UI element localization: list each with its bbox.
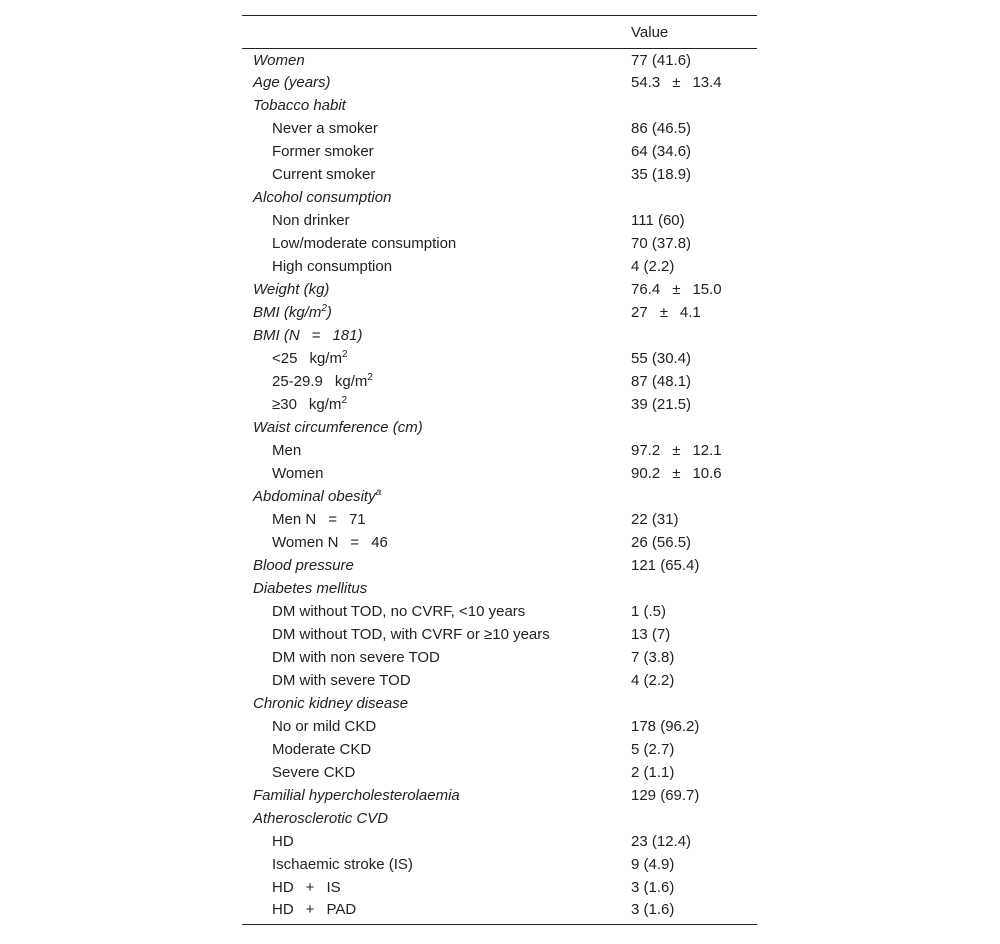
- table-row: [242, 900, 757, 925]
- value-sd: 15.0: [692, 281, 722, 298]
- label-text: 71: [348, 511, 366, 528]
- row-value: 9 (4.9): [631, 856, 675, 873]
- value-pm: ±: [672, 442, 681, 459]
- row-label: [242, 509, 631, 532]
- row-label: Non drinker: [272, 212, 350, 229]
- table-row: [242, 693, 757, 716]
- table-row: [242, 463, 757, 486]
- row-label: Women: [253, 52, 305, 70]
- row-label: HD: [272, 833, 294, 850]
- row-value: [631, 486, 757, 509]
- row-label: [242, 302, 631, 325]
- label-text: HD: [272, 879, 294, 896]
- row-label: Ischaemic stroke (IS): [272, 856, 413, 873]
- table-row: [242, 72, 757, 95]
- row-label: Moderate CKD: [272, 741, 372, 758]
- table-row: [242, 210, 757, 233]
- row-value: 87 (48.1): [631, 373, 692, 390]
- row-label: [242, 348, 631, 371]
- table-row: [242, 670, 757, 693]
- label-text: BMI (N: [253, 327, 300, 344]
- row-value: [631, 325, 757, 348]
- row-label: Diabetes mellitus: [253, 580, 368, 597]
- row-value: 39 (21.5): [631, 396, 692, 413]
- row-value: 178 (96.2): [631, 718, 700, 735]
- row-value: [631, 693, 757, 716]
- table-row: [242, 187, 757, 210]
- row-label: [242, 532, 631, 555]
- label-text: kg/m: [308, 396, 342, 413]
- label-text: IS: [326, 879, 341, 896]
- label-text: Men N: [272, 511, 317, 528]
- row-value: [631, 578, 757, 601]
- row-label: Women: [272, 465, 324, 482]
- table-row: [242, 854, 757, 877]
- table-row: [242, 348, 757, 371]
- row-value: 3 (1.6): [631, 879, 675, 896]
- table-row: [242, 762, 757, 785]
- characteristics-table: [242, 15, 757, 925]
- label-text: 25-29.9: [272, 373, 323, 390]
- label-superscript: 2: [341, 395, 347, 406]
- row-value: [631, 808, 757, 831]
- row-value: [631, 279, 757, 302]
- value-mean: 27: [631, 304, 648, 321]
- row-value: 55 (30.4): [631, 350, 692, 367]
- table-row: [242, 831, 757, 854]
- row-value: 64 (34.6): [631, 143, 692, 160]
- row-label: Waist circumference (cm): [253, 419, 423, 436]
- row-value: [631, 72, 757, 95]
- label-superscript: 2: [367, 372, 373, 383]
- table-row: [242, 509, 757, 532]
- row-value: 2 (1.1): [631, 764, 675, 781]
- row-value: 26 (56.5): [631, 534, 692, 551]
- value-sd: 4.1: [679, 304, 701, 321]
- row-label: High consumption: [272, 258, 393, 275]
- label-text: HD: [272, 900, 294, 918]
- row-label: Age (years): [253, 74, 331, 91]
- row-value: [631, 302, 757, 325]
- table-row: [242, 49, 757, 72]
- row-label: [242, 877, 631, 900]
- table-row: [242, 601, 757, 624]
- row-value: 35 (18.9): [631, 166, 692, 183]
- label-text: +: [305, 879, 315, 896]
- table-container: [242, 15, 757, 925]
- row-value: 70 (37.8): [631, 235, 692, 252]
- label-text: ≥30: [272, 396, 297, 413]
- table-row: [242, 302, 757, 325]
- value-pm: ±: [672, 281, 681, 298]
- label-text: +: [305, 900, 315, 918]
- value-sd: 10.6: [692, 465, 722, 482]
- row-label: Blood pressure: [253, 557, 354, 574]
- row-value: 121 (65.4): [631, 557, 700, 574]
- row-label: Men: [272, 442, 302, 459]
- row-value: [631, 440, 757, 463]
- value-mean: 90.2: [631, 465, 661, 482]
- row-label: Low/moderate consumption: [272, 235, 457, 252]
- value-pm: ±: [659, 304, 668, 321]
- table-row: [242, 486, 757, 509]
- table-row: [242, 233, 757, 256]
- header-label-cell: [242, 16, 631, 49]
- label-text: kg/m: [334, 373, 368, 390]
- row-label: [242, 394, 631, 417]
- label-text: =: [311, 327, 321, 344]
- row-value: 4 (2.2): [631, 672, 675, 689]
- table-row: [242, 739, 757, 762]
- row-label: Never a smoker: [272, 120, 378, 137]
- row-label: [242, 486, 631, 509]
- row-value: [631, 187, 757, 210]
- row-value: 23 (12.4): [631, 833, 692, 850]
- row-label: Former smoker: [272, 143, 374, 160]
- table-row: [242, 256, 757, 279]
- row-label: Current smoker: [272, 166, 376, 183]
- table-row: [242, 532, 757, 555]
- row-value: 13 (7): [631, 626, 671, 643]
- label-superscript: 2: [321, 303, 327, 314]
- table-row: [242, 808, 757, 831]
- value-sd: 13.4: [692, 74, 722, 91]
- row-value: 22 (31): [631, 511, 679, 528]
- row-label: Weight (kg): [253, 281, 330, 298]
- value-pm: ±: [672, 465, 681, 482]
- row-label: [242, 371, 631, 394]
- table-row: [242, 417, 757, 440]
- table-row: [242, 118, 757, 141]
- table-body: [242, 49, 757, 925]
- row-label: DM with non severe TOD: [272, 649, 440, 666]
- table-row: [242, 371, 757, 394]
- table-row: [242, 647, 757, 670]
- row-label: Chronic kidney disease: [253, 695, 409, 712]
- label-text: Abdominal obesity: [253, 488, 376, 505]
- table-row: [242, 555, 757, 578]
- row-label: Severe CKD: [272, 764, 356, 781]
- row-value: 111 (60): [631, 212, 685, 229]
- row-value: 129 (69.7): [631, 787, 700, 804]
- row-label: Familial hypercholesterolaemia: [253, 787, 460, 804]
- row-label: Tobacco habit: [253, 97, 346, 114]
- header-value-cell: Value: [631, 23, 669, 41]
- label-text: ): [326, 304, 332, 321]
- label-text: 181): [332, 327, 363, 344]
- value-mean: 76.4: [631, 281, 661, 298]
- row-value: 4 (2.2): [631, 258, 675, 275]
- table-row: [242, 164, 757, 187]
- label-text: BMI (kg/m: [253, 304, 322, 321]
- row-label: DM without TOD, no CVRF, <10 years: [272, 603, 526, 620]
- row-label: [242, 325, 631, 348]
- table-row: [242, 141, 757, 164]
- table-row: [242, 877, 757, 900]
- label-text: PAD: [326, 900, 357, 918]
- row-value: 5 (2.7): [631, 741, 675, 758]
- row-value: [631, 463, 757, 486]
- value-sd: 12.1: [692, 442, 722, 459]
- row-label: DM with severe TOD: [272, 672, 411, 689]
- table-row: [242, 440, 757, 463]
- row-value: [631, 95, 757, 118]
- table-row: [242, 279, 757, 302]
- value-mean: 97.2: [631, 442, 661, 459]
- row-value: [631, 417, 757, 440]
- row-label: DM without TOD, with CVRF or ≥10 years: [272, 626, 550, 643]
- table-row: [242, 325, 757, 348]
- label-text: =: [328, 511, 337, 528]
- row-value: 86 (46.5): [631, 120, 692, 137]
- row-label: Atherosclerotic CVD: [253, 810, 389, 827]
- label-text: =: [350, 534, 360, 551]
- label-text: <25: [272, 350, 298, 367]
- row-value: 3 (1.6): [631, 900, 675, 918]
- label-text: 46: [371, 534, 388, 551]
- label-superscript: 2: [341, 349, 348, 360]
- table-row: [242, 624, 757, 647]
- footnote-marker: a: [375, 487, 382, 498]
- table-row: [242, 95, 757, 118]
- row-label: Alcohol consumption: [253, 189, 392, 206]
- row-value: 1 (.5): [631, 603, 667, 620]
- row-value: 77 (41.6): [631, 52, 692, 70]
- row-label: [242, 900, 631, 925]
- table-row: [242, 578, 757, 601]
- table-row: [242, 716, 757, 739]
- row-label: No or mild CKD: [272, 718, 377, 735]
- table-header: [242, 16, 757, 49]
- table-row: [242, 394, 757, 417]
- value-pm: ±: [672, 74, 681, 91]
- value-mean: 54.3: [631, 74, 661, 91]
- label-text: kg/m: [309, 350, 342, 367]
- row-value: 7 (3.8): [631, 649, 675, 666]
- label-text: Women N: [272, 534, 339, 551]
- table-row: [242, 785, 757, 808]
- header-row: [242, 16, 757, 49]
